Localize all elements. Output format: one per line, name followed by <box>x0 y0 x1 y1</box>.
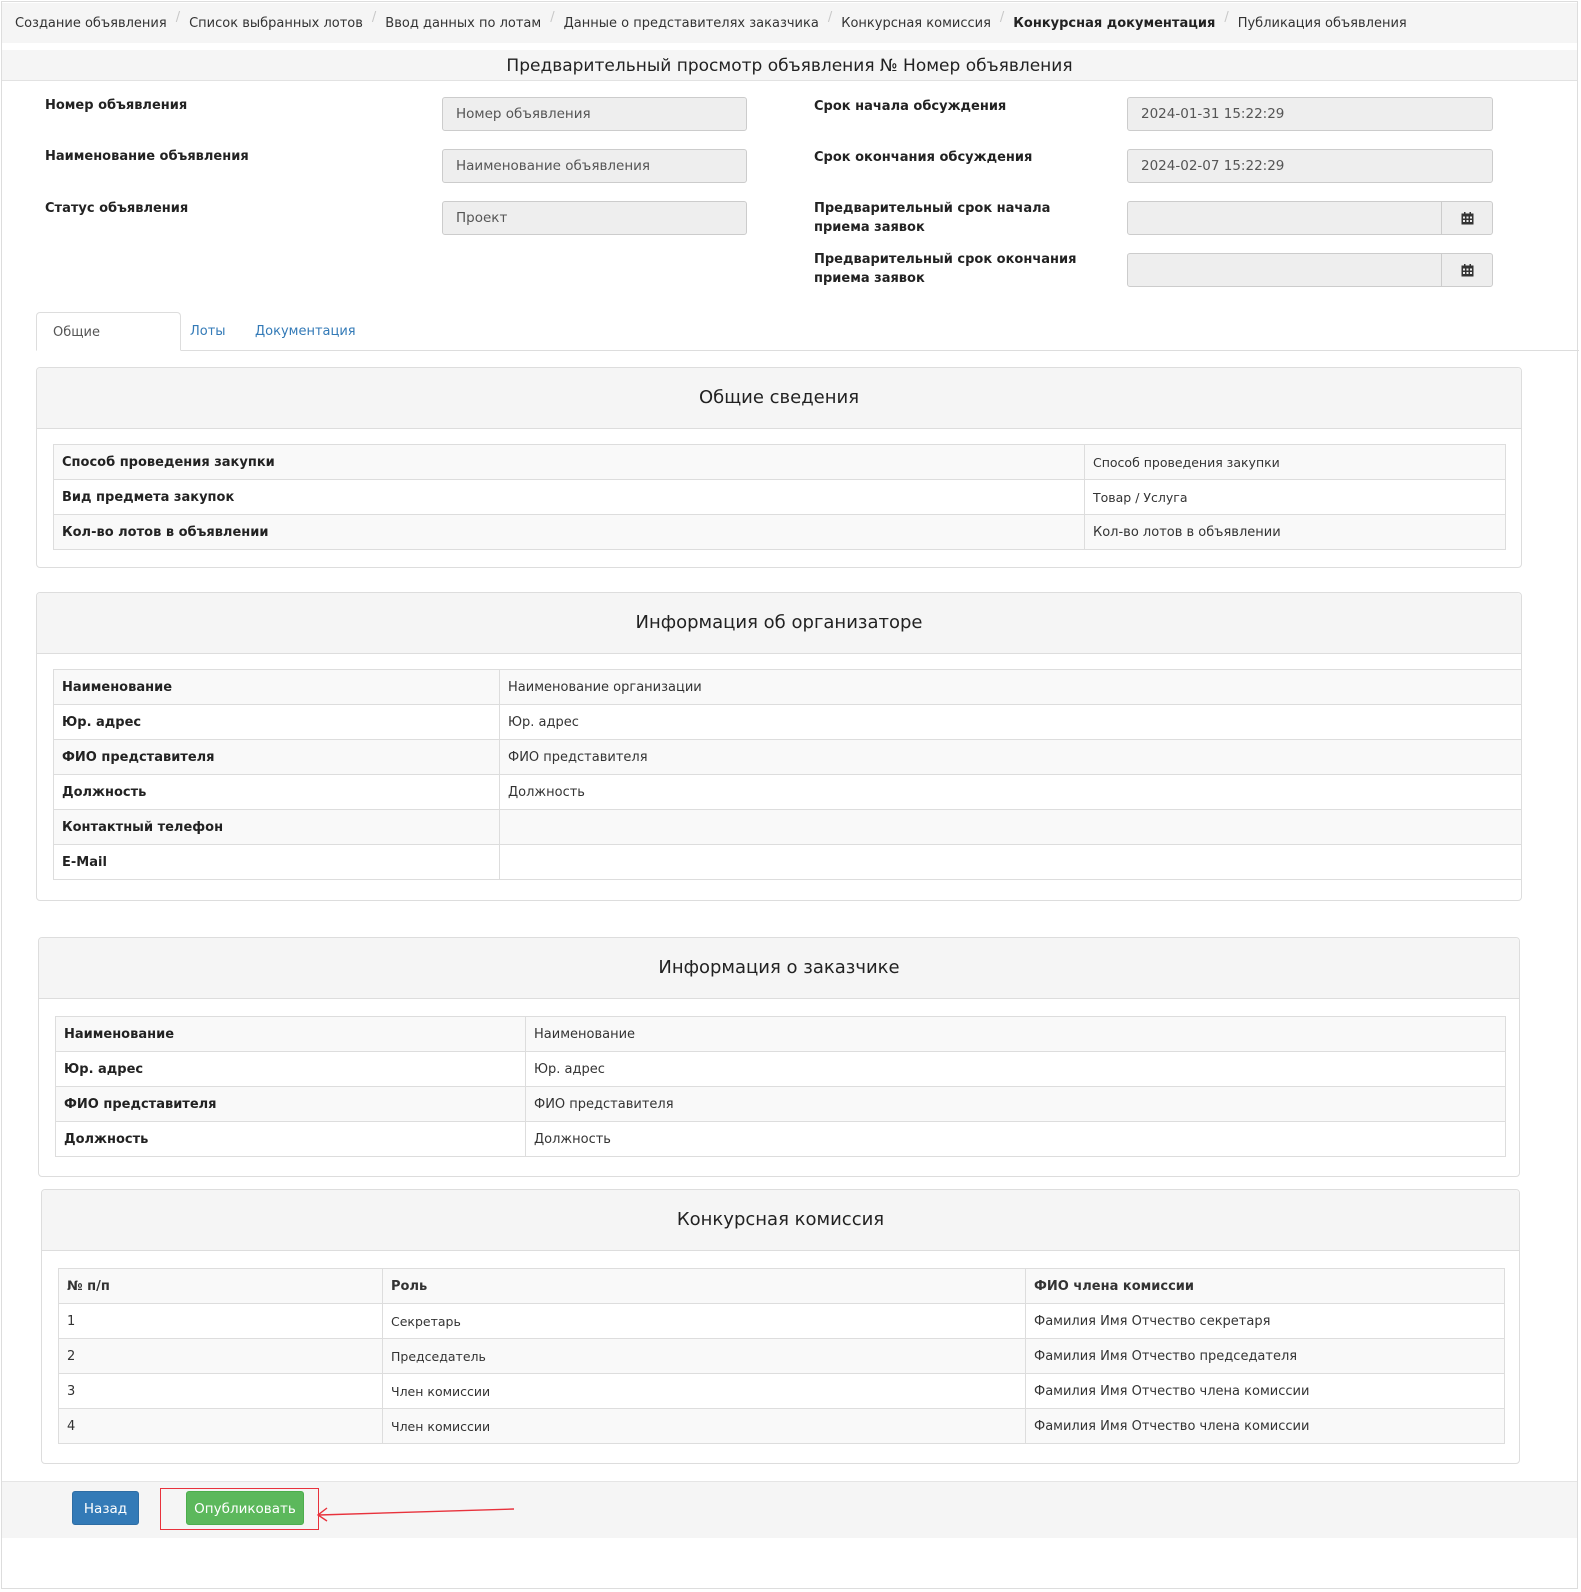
table-cell-number: 1 <box>59 1304 383 1339</box>
breadcrumb-separator: / <box>999 9 1005 25</box>
table-row <box>59 1409 1505 1444</box>
table-row <box>54 845 1522 880</box>
table-row <box>56 1122 1506 1157</box>
tab-general[interactable]: Общие <box>36 312 181 351</box>
table-row <box>56 1087 1506 1122</box>
accept-end-field[interactable] <box>1128 254 1441 286</box>
table-row <box>54 670 1522 705</box>
number-field[interactable]: Номер объявления <box>442 97 747 131</box>
breadcrumb-item-commission[interactable]: Конкурсная комиссия <box>841 15 991 31</box>
breadcrumb-item-publication[interactable]: Публикация объявления <box>1237 15 1407 31</box>
breadcrumb-separator: / <box>827 9 833 25</box>
general-panel <box>36 367 1522 568</box>
discussion-end-field[interactable]: 2024-02-07 15:22:29 <box>1127 149 1493 183</box>
table-cell-value: Товар / Услуга <box>1085 480 1506 515</box>
table-cell-key: Контактный телефон <box>54 810 500 845</box>
table-cell-value: Должность <box>526 1122 1506 1157</box>
breadcrumb-item-lot-data[interactable]: Ввод данных по лотам <box>385 15 542 31</box>
breadcrumb-item-create[interactable]: Создание объявления <box>15 15 167 31</box>
column-header-role: Роль <box>383 1269 1026 1304</box>
column-header-number: № п/п <box>59 1269 383 1304</box>
table-cell-key: Должность <box>56 1122 526 1157</box>
page-title: Предварительный просмотр объявления № Номер объявления <box>2 50 1577 81</box>
table-cell-member-name: Фамилия Имя Отчество члена комиссии <box>1026 1409 1505 1444</box>
table-cell-value: Наименование <box>526 1017 1506 1052</box>
discussion-start-label: Срок начала обсуждения <box>814 99 1007 114</box>
table-cell-number: 2 <box>59 1339 383 1374</box>
table-cell-number: 4 <box>59 1409 383 1444</box>
organizer-table <box>53 669 1522 880</box>
organizer-panel-title: Информация об организаторе <box>37 593 1521 654</box>
table-cell-key: Наименование <box>56 1017 526 1052</box>
table-cell-key: Вид предмета закупок <box>54 480 1085 515</box>
table-cell-role: Председатель <box>383 1339 1026 1374</box>
general-table <box>53 444 1506 550</box>
table-cell-member-name: Фамилия Имя Отчество секретаря <box>1026 1304 1505 1339</box>
table-cell-role: Член комиссии <box>383 1374 1026 1409</box>
table-cell-role: Член комиссии <box>383 1409 1026 1444</box>
accept-start-datepicker <box>1127 201 1493 235</box>
annotation-arrow <box>315 1500 515 1522</box>
accept-end-label: Предварительный срок окончания приема заявок <box>814 252 1077 286</box>
breadcrumb-separator: / <box>1224 9 1229 25</box>
table-cell-value: Юр. адрес <box>526 1052 1506 1087</box>
status-label: Статус объявления <box>45 201 189 216</box>
commission-panel-title: Конкурсная комиссия <box>42 1190 1519 1251</box>
table-row <box>54 810 1522 845</box>
table-cell-key: Должность <box>54 775 500 810</box>
table-cell-number: 3 <box>59 1374 383 1409</box>
breadcrumb-separator: / <box>175 9 181 25</box>
name-label: Наименование объявления <box>45 149 249 164</box>
table-row <box>59 1339 1505 1374</box>
table-cell-member-name: Фамилия Имя Отчество члена комиссии <box>1026 1374 1505 1409</box>
general-panel-title: Общие сведения <box>37 368 1521 429</box>
table-cell-key: E-Mail <box>54 845 500 880</box>
calendar-button[interactable] <box>1441 254 1492 286</box>
table-cell-key: Юр. адрес <box>56 1052 526 1087</box>
accept-start-field[interactable] <box>1128 202 1441 234</box>
commission-panel <box>41 1189 1520 1464</box>
breadcrumb-separator: / <box>371 9 377 25</box>
commission-table <box>58 1268 1505 1444</box>
table-cell-value: Наименование организации <box>500 670 1522 705</box>
table-cell-key: Способ проведения закупки <box>54 445 1085 480</box>
table-cell-key: ФИО представителя <box>56 1087 526 1122</box>
column-header-member-name: ФИО члена комиссии <box>1026 1269 1505 1304</box>
table-row <box>56 1052 1506 1087</box>
table-cell-member-name: Фамилия Имя Отчество председателя <box>1026 1339 1505 1374</box>
breadcrumb-item-customer-reps[interactable]: Данные о представителях заказчика <box>563 15 819 31</box>
customer-panel-title: Информация о заказчике <box>39 938 1519 999</box>
table-row <box>54 740 1522 775</box>
table-cell-value: ФИО представителя <box>526 1087 1506 1122</box>
number-label: Номер объявления <box>45 98 188 113</box>
table-row <box>56 1017 1506 1052</box>
publish-button[interactable]: Опубликовать <box>186 1491 304 1525</box>
back-button[interactable]: Назад <box>72 1491 139 1525</box>
breadcrumb <box>2 3 1577 43</box>
table-header-row <box>59 1269 1505 1304</box>
table-row <box>54 515 1506 550</box>
table-cell-value <box>500 810 1522 845</box>
table-cell-value: Должность <box>500 775 1522 810</box>
breadcrumb-item-documentation[interactable]: Конкурсная документация <box>1013 15 1216 31</box>
accept-end-datepicker <box>1127 253 1493 287</box>
tab-documentation[interactable]: Документация <box>255 324 356 339</box>
organizer-panel <box>36 592 1522 901</box>
name-field[interactable]: Наименование объявления <box>442 149 747 183</box>
table-cell-key: Кол-во лотов в объявлении <box>54 515 1085 550</box>
table-cell-value <box>500 845 1522 880</box>
calendar-icon <box>1461 212 1474 225</box>
table-cell-role: Секретарь <box>383 1304 1026 1339</box>
table-cell-value: Способ проведения закупки <box>1085 445 1506 480</box>
discussion-start-field[interactable]: 2024-01-31 15:22:29 <box>1127 97 1493 131</box>
table-cell-value: ФИО представителя <box>500 740 1522 775</box>
tab-lots[interactable]: Лоты <box>190 324 226 339</box>
status-field[interactable]: Проект <box>442 201 747 235</box>
table-cell-value: Юр. адрес <box>500 705 1522 740</box>
table-cell-key: Юр. адрес <box>54 705 500 740</box>
table-row <box>59 1304 1505 1339</box>
table-row <box>59 1374 1505 1409</box>
breadcrumb-separator: / <box>550 9 555 25</box>
calendar-icon <box>1461 264 1474 277</box>
calendar-button[interactable] <box>1441 202 1492 234</box>
table-row <box>54 480 1506 515</box>
accept-start-label: Предварительный срок начала приема заявок <box>814 201 1051 235</box>
table-cell-key: ФИО представителя <box>54 740 500 775</box>
customer-panel <box>38 937 1520 1177</box>
table-row <box>54 775 1522 810</box>
table-cell-key: Наименование <box>54 670 500 705</box>
annotation-highlight-box <box>160 1488 319 1530</box>
discussion-end-label: Срок окончания обсуждения <box>814 150 1033 165</box>
customer-table <box>55 1016 1506 1157</box>
table-row <box>54 705 1522 740</box>
table-row <box>54 445 1506 480</box>
table-cell-value: Кол-во лотов в объявлении <box>1085 515 1506 550</box>
breadcrumb-item-lots-list[interactable]: Список выбранных лотов <box>189 15 363 31</box>
